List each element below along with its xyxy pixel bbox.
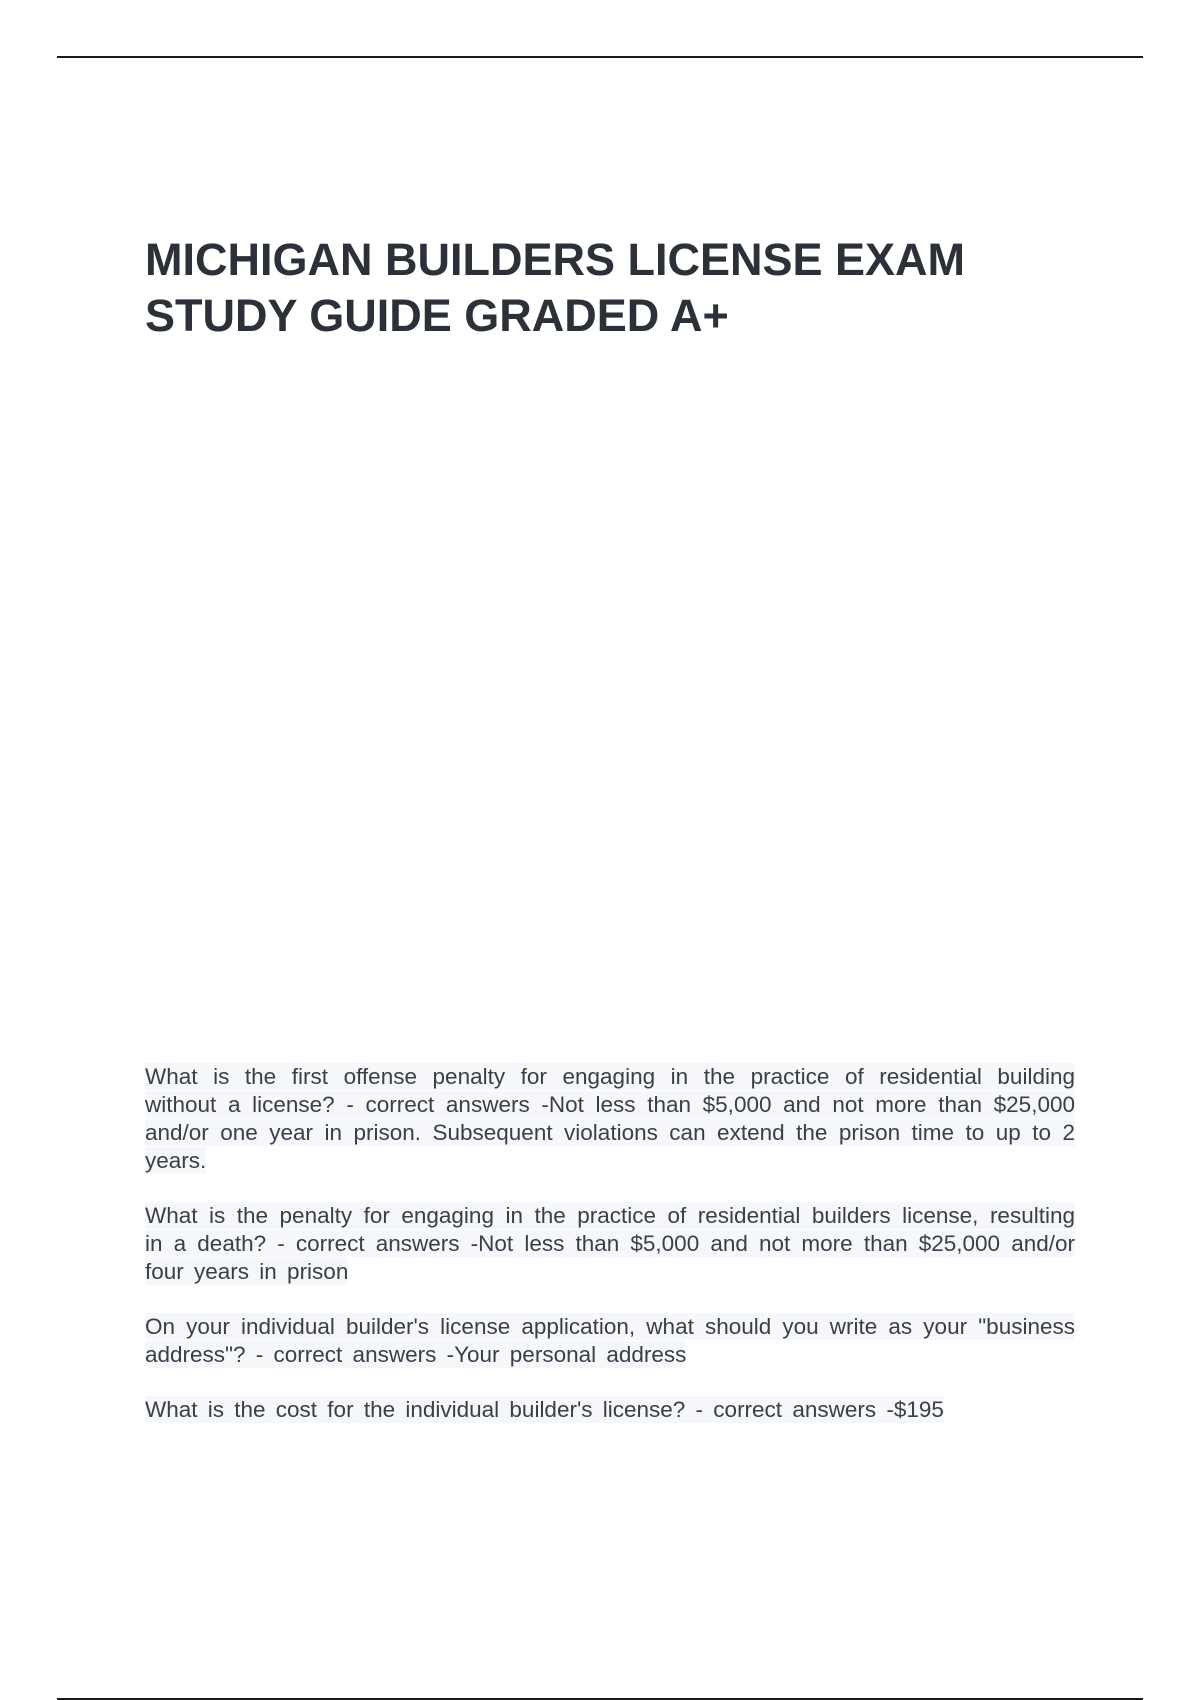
question-answer-list <box>145 1063 1075 1451</box>
qa-text: What is the penalty for engaging in the practice of residential builders license, resulting in a death? - correct answers -Not less than $5,000 and not more than $25,000 and/or four years in prison <box>145 1203 1075 1284</box>
qa-text: On your individual builder's license application, what should you write as your "business address"? - correct answers -Your personal address <box>145 1314 1075 1367</box>
top-rule <box>57 56 1143 58</box>
qa-item <box>145 1313 1075 1369</box>
qa-text: What is the first offense penalty for engaging in the practice of residential building without a license? - correct answers -Not less than $5,000 and not more than $25,000 and/or one year in prison. Subsequent violations can extend the prison time to up to 2 years. <box>145 1064 1075 1173</box>
qa-item <box>145 1202 1075 1286</box>
document-title: MICHIGAN BUILDERS LICENSE EXAM STUDY GUIDE GRADED A+ <box>145 234 966 341</box>
qa-item <box>145 1396 1075 1424</box>
qa-text: What is the cost for the individual builder's license? - correct answers -$195 <box>145 1397 944 1422</box>
qa-item <box>145 1063 1075 1175</box>
